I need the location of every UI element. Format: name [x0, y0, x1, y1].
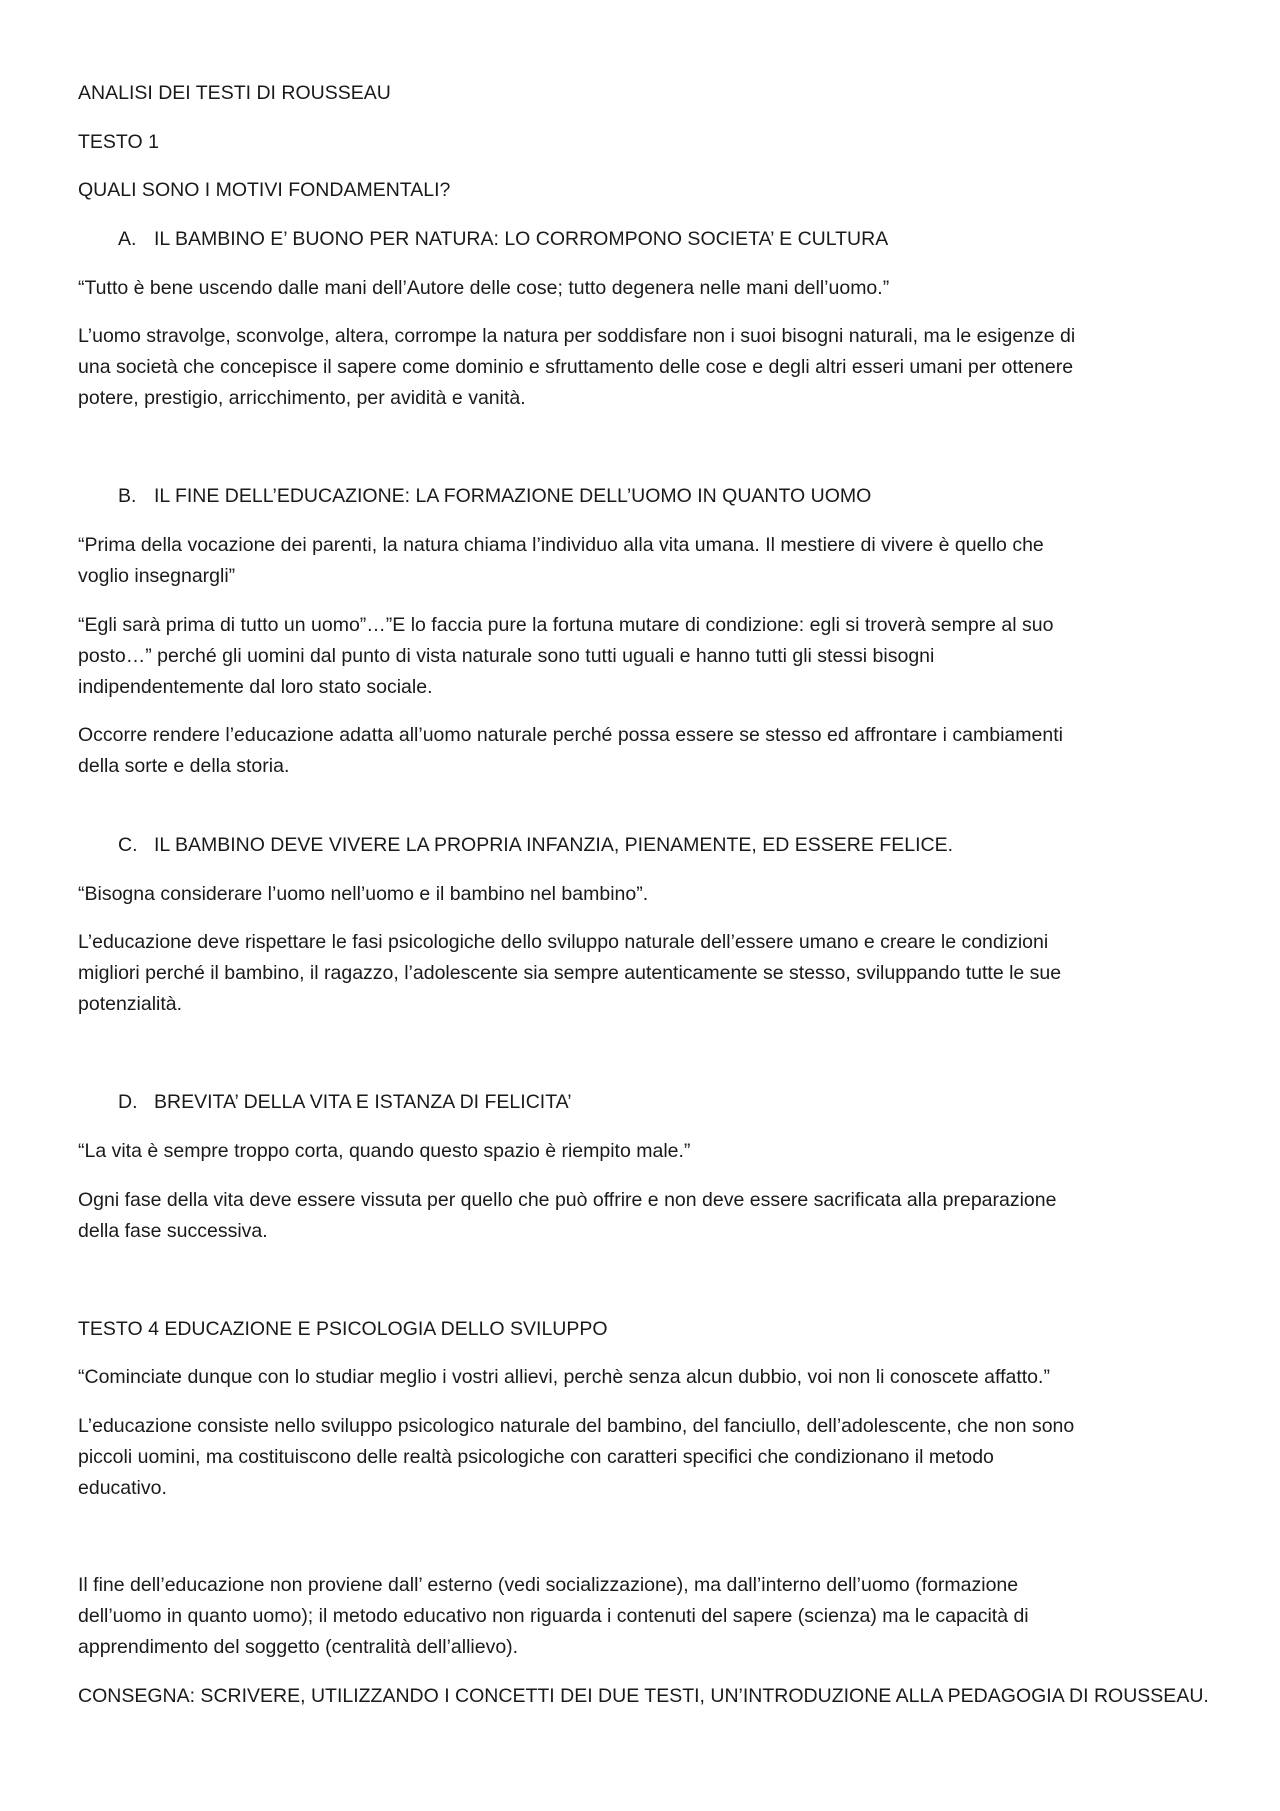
- document-title: ANALISI DEI TESTI DI ROUSSEAU: [78, 82, 391, 104]
- section-d-quote: “La vita è sempre troppo corta, quando questo spazio è riempito male.”: [78, 1140, 691, 1162]
- testo4-body-line: piccoli uomini, ma costituiscono delle realtà psicologiche con caratteri specifici che condizionano il metodo: [78, 1446, 994, 1468]
- section-d-marker: D.: [118, 1091, 138, 1113]
- consegna-instruction: CONSEGNA: SCRIVERE, UTILIZZANDO I CONCETTI DEI DUE TESTI, UN’INTRODUZIONE ALLA PEDAGOGIA DI ROUSSEAU.: [78, 1685, 1209, 1707]
- section-c-body-line: potenzialità.: [78, 993, 183, 1015]
- testo4-body2-line: Il fine dell’educazione non proviene dall’ esterno (vedi socializzazione), ma dall’interno dell’uomo (formazione: [78, 1574, 1019, 1596]
- section-c-body-line: migliori perché il bambino, il ragazzo, l’adolescente sia sempre autenticamente se stesso, sviluppando tutte le sue: [78, 962, 1062, 984]
- section-d-title: BREVITA’ DELLA VITA E ISTANZA DI FELICITA’: [154, 1091, 572, 1113]
- section-d-heading: [118, 1087, 572, 1118]
- section-a-marker: A.: [118, 228, 137, 250]
- section-c-title: IL BAMBINO DEVE VIVERE LA PROPRIA INFANZIA, PIENAMENTE, ED ESSERE FELICE.: [154, 834, 953, 856]
- section-b-marker: B.: [118, 485, 137, 507]
- testo4-heading: TESTO 4 EDUCAZIONE E PSICOLOGIA DELLO SVILUPPO: [78, 1318, 608, 1340]
- testo1-heading: TESTO 1: [78, 131, 159, 153]
- section-c-body-line: L’educazione deve rispettare le fasi psicologiche dello sviluppo naturale dell’essere umano e creare le condizioni: [78, 931, 1049, 953]
- section-c-marker: C.: [118, 834, 138, 856]
- testo4-body-line: L’educazione consiste nello sviluppo psicologico naturale del bambino, del fanciullo, dell’adolescente, che non sono: [78, 1415, 1075, 1437]
- section-c-heading: [118, 830, 953, 861]
- section-a-quote: “Tutto è bene uscendo dalle mani dell’Autore delle cose; tutto degenera nelle mani dell’uomo.”: [78, 277, 890, 299]
- section-b-quote-line: “Prima della vocazione dei parenti, la natura chiama l’individuo alla vita umana. Il mestiere di vivere è quello che: [78, 534, 1044, 556]
- section-c-quote: “Bisogna considerare l’uomo nell’uomo e il bambino nel bambino”.: [78, 883, 649, 905]
- testo4-body2-line: apprendimento del soggetto (centralità dell’allievo).: [78, 1636, 519, 1658]
- section-a-body-line: una società che concepisce il sapere come dominio e sfruttamento delle cose e degli altri esseri umani per ottenere: [78, 356, 1074, 378]
- section-a-body-line: potere, prestigio, arricchimento, per avidità e vanità.: [78, 387, 526, 409]
- section-b-heading: [118, 481, 871, 512]
- section-b-quote2-line: indipendentemente dal loro stato sociale.: [78, 676, 433, 698]
- section-b-quote-line: voglio insegnargli”: [78, 565, 236, 587]
- section-a-heading: [118, 224, 888, 255]
- testo4-body-line: educativo.: [78, 1477, 167, 1499]
- section-a-body-line: L’uomo stravolge, sconvolge, altera, corrompe la natura per soddisfare non i suoi bisogni naturali, ma le esigenze di: [78, 325, 1076, 347]
- section-b-body-line: Occorre rendere l’educazione adatta all’uomo naturale perché possa essere se stesso ed affrontare i cambiamenti: [78, 724, 1063, 746]
- section-d-body-line: della fase successiva.: [78, 1220, 268, 1242]
- section-b-quote2-line: posto…” perché gli uomini dal punto di vista naturale sono tutti uguali e hanno tutti gli stessi bisogni: [78, 645, 935, 667]
- section-b-title: IL FINE DELL’EDUCAZIONE: LA FORMAZIONE DELL’UOMO IN QUANTO UOMO: [154, 485, 872, 507]
- section-d-body-line: Ogni fase della vita deve essere vissuta per quello che può offrire e non deve essere sacrificata alla preparazione: [78, 1189, 1057, 1211]
- section-b-body-line: della sorte e della storia.: [78, 755, 290, 777]
- section-a-title: IL BAMBINO E’ BUONO PER NATURA: LO CORROMPONO SOCIETA’ E CULTURA: [154, 228, 889, 250]
- testo4-body2-line: dell’uomo in quanto uomo); il metodo educativo non riguarda i contenuti del sapere (scienza) ma le capacità di: [78, 1605, 1029, 1627]
- section-b-quote2-line: “Egli sarà prima di tutto un uomo”…”E lo faccia pure la fortuna mutare di condizione: egli si troverà sempre al suo: [78, 614, 1054, 636]
- testo4-quote: “Cominciate dunque con lo studiar meglio i vostri allievi, perchè senza alcun dubbio, voi non li conoscete affatto.”: [78, 1366, 1050, 1388]
- question-heading: QUALI SONO I MOTIVI FONDAMENTALI?: [78, 179, 451, 201]
